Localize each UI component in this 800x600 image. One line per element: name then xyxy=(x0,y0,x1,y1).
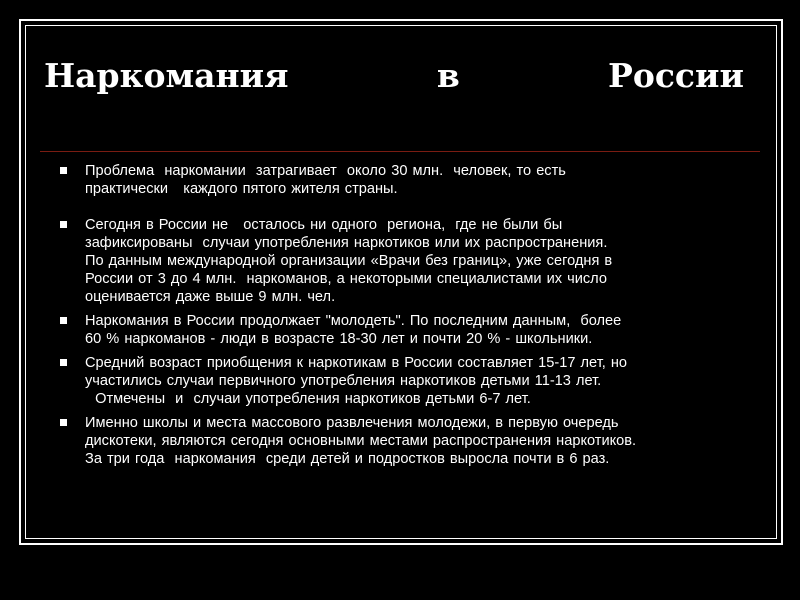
bullet-text-line: 60 % наркоманов - люди в возрасте 18-30 лет и почти 20 % - школьники. xyxy=(85,331,593,347)
bullet-text-line: дискотеки, являются сегодня основными местами распространения наркотиков. xyxy=(85,433,637,449)
bullet-text-line: Именно школы и места массового развлечения молодежи, в первую очередь xyxy=(85,415,619,431)
bullet-item xyxy=(60,414,760,468)
bullet-text-line: Отмечены и случаи употребления наркотиков детьми 6-7 лет. xyxy=(85,391,531,407)
title-word-3: России xyxy=(608,55,744,95)
bullet-item xyxy=(60,162,760,198)
bullet-list xyxy=(60,162,760,468)
bullet-item xyxy=(60,216,760,306)
bullet-text-line: Сегодня в России не осталось ни одного региона, где не были бы xyxy=(85,217,563,233)
bullet-text-line: России от 3 до 4 млн. наркоманов, а некоторыми специалистами их число xyxy=(85,271,607,287)
bullet-text-line: По данным международной организации «Врачи без границ», уже сегодня в xyxy=(85,253,613,269)
title-word-1: Наркомания xyxy=(44,55,289,95)
bullet-text-line: участились случаи первичного употребления наркотиков детьми 11-13 лет. xyxy=(85,373,602,389)
bullet-text-line: За три года наркомания среди детей и подростков выросла почти в 6 раз. xyxy=(85,451,610,467)
bullet-text-line: оценивается даже выше 9 млн. чел. xyxy=(85,289,336,305)
square-bullet-icon xyxy=(60,221,67,228)
square-bullet-icon xyxy=(60,167,67,174)
square-bullet-icon xyxy=(60,419,67,426)
square-bullet-icon xyxy=(60,359,67,366)
bullet-item xyxy=(60,312,760,348)
bullet-text-line: зафиксированы случаи употребления наркотиков или их распространения. xyxy=(85,235,608,251)
bullet-text-line: Проблема наркомании затрагивает около 30 млн. человек, то есть xyxy=(85,163,566,179)
bullet-text-line: Средний возраст приобщения к наркотикам в России составляет 15-17 лет, но xyxy=(85,355,628,371)
bullet-text-line: практически каждого пятого жителя страны. xyxy=(85,181,398,197)
slide-title xyxy=(44,50,744,100)
title-divider xyxy=(40,151,760,152)
bullet-item xyxy=(60,354,760,408)
square-bullet-icon xyxy=(60,317,67,324)
slide-content xyxy=(60,162,760,474)
bullet-text-line: Наркомания в России продолжает "молодеть". По последним данным, более xyxy=(85,313,622,329)
title-word-2: в xyxy=(436,55,460,95)
